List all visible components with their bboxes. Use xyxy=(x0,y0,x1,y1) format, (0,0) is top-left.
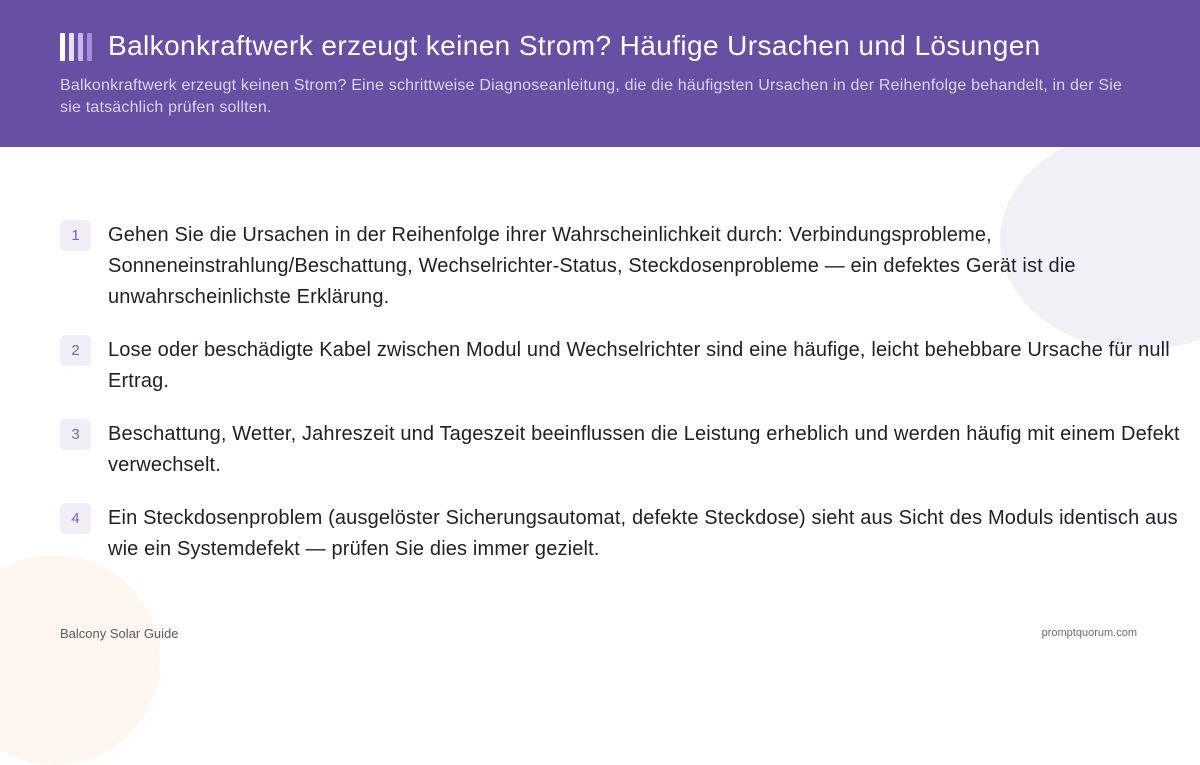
item-number-badge: 3 xyxy=(60,419,91,450)
vertical-bars-logo-icon xyxy=(60,33,93,61)
list-item xyxy=(60,220,1190,313)
item-text: Lose oder beschädigte Kabel zwischen Modul und Wechselrichter sind eine häufige, leicht behebbare Ursache für null Ertrag. xyxy=(108,339,1170,392)
item-number-badge: 1 xyxy=(60,220,91,251)
item-text: Ein Steckdosenproblem (ausgelöster Sicherungsautomat, defekte Steckdose) sieht aus Sicht des Moduls identisch aus wie ein Systemdefekt — prüfen Sie dies immer gezielt. xyxy=(108,507,1178,560)
item-number-badge: 2 xyxy=(60,335,91,366)
page-title: Balkonkraftwerk erzeugt keinen Strom? Häufige Ursachen und Lösungen xyxy=(108,30,1041,61)
item-text: Beschattung, Wetter, Jahreszeit und Tageszeit beeinflussen die Leistung erheblich und werden häufig mit einem Defekt verwechselt. xyxy=(108,423,1180,476)
cause-list xyxy=(60,220,1190,587)
list-item xyxy=(60,503,1190,565)
footer-brand: Balcony Solar Guide xyxy=(60,626,179,641)
footer-website: promptquorum.com xyxy=(1041,627,1137,639)
item-text: Gehen Sie die Ursachen in der Reihenfolge ihrer Wahrscheinlichkeit durch: Verbindungsprobleme, Sonneneinstrahlung/Beschattung, Wechselrichter-Status, Steckdosenprobleme — ein defektes Gerät ist die unwahrscheinlichste Erklärung. xyxy=(108,224,1076,308)
page-subtitle: Balkonkraftwerk erzeugt keinen Strom? Eine schrittweise Diagnoseanleitung, die die häufigsten Ursachen in der Reihenfolge behandelt, in der Sie sie tatsächlich prüfen sollten. xyxy=(60,77,1123,116)
list-item xyxy=(60,335,1190,397)
list-item xyxy=(60,419,1190,481)
item-number-badge: 4 xyxy=(60,503,91,534)
header-banner xyxy=(0,0,1200,147)
